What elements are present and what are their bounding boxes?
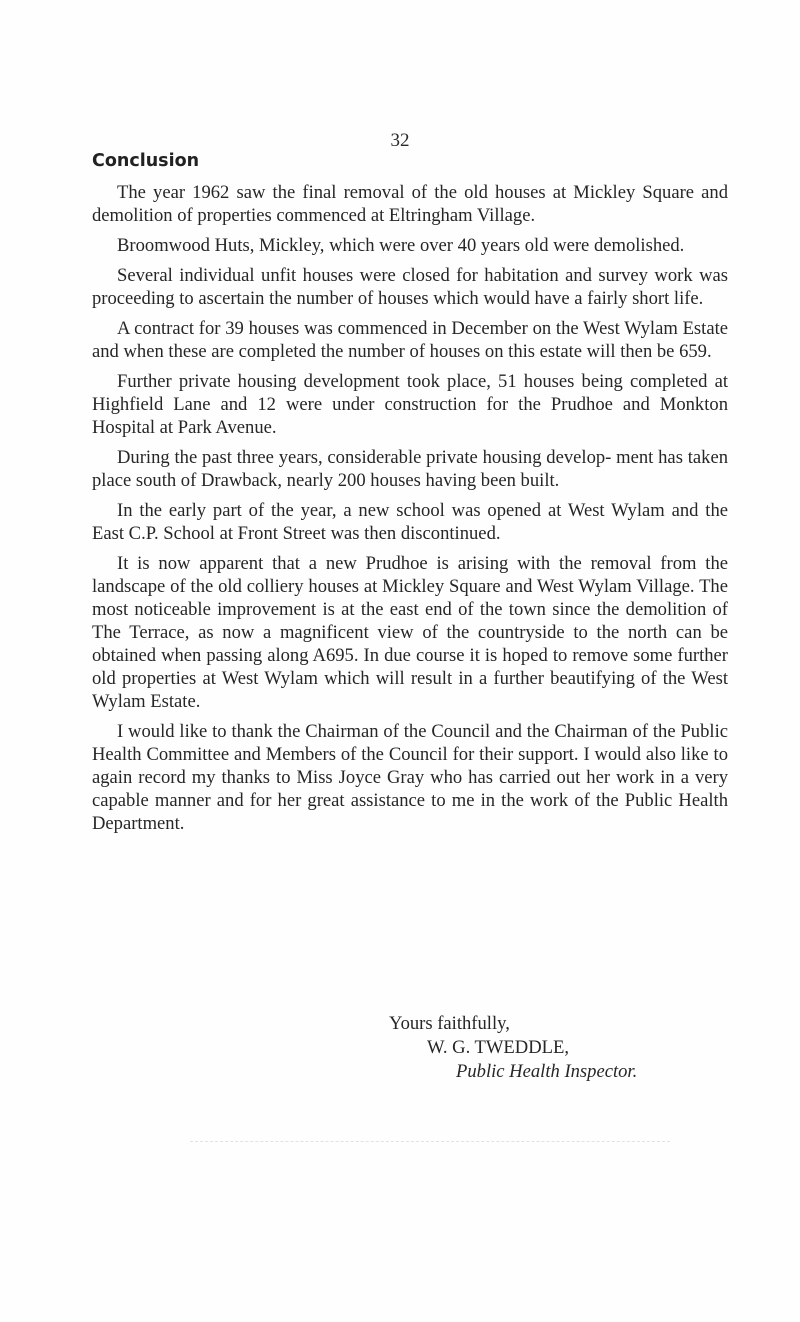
paragraph: Several individual unfit houses were closed for habitation and survey work was proceeding to ascertain the number of houses which would have a fairly short life. <box>92 265 728 309</box>
page-number: 32 <box>390 130 410 151</box>
paragraph: Broomwood Huts, Mickley, which were over 40 years old were demolished. <box>117 235 685 256</box>
signature-closing: Yours faithfully, <box>389 1013 510 1034</box>
page-divider <box>190 1141 670 1142</box>
paragraph: I would like to thank the Chairman of the Council and the Chairman of the Public Health Committee and Members of the Council for their support. I would also like to again record my thanks to Miss Joyce Gray who has carried out her work in a very capable manner and for her great assistance to me in the work of the Public Health Department. <box>92 721 728 834</box>
paragraph: It is now apparent that a new Prudhoe is arising with the removal from the landscape of the old colliery houses at Mickley Square and West Wylam Village. The most noticeable improvement is at the east end of the town since the demolition of The Terrace, as now a magnificent view of the countryside to the north can be obtained when passing along A695. In due course it is hoped to remove some further old properties at West Wylam which will result in a further beautifying of the West Wylam Estate. <box>92 553 728 712</box>
paragraph: In the early part of the year, a new school was opened at West Wylam and the East C.P. School at Front Street was then discontinued. <box>92 500 728 544</box>
signature-title: Public Health Inspector. <box>456 1061 638 1082</box>
body-text <box>92 181 728 842</box>
paragraph: Further private housing development took place, 51 houses being completed at Highfield Lane and 12 were under construction for the Prudhoe and Monkton Hospital at Park Avenue. <box>92 371 728 438</box>
signature-name: W. G. TWEDDLE, <box>427 1037 570 1058</box>
paragraph: A contract for 39 houses was commenced in December on the West Wylam Estate and when these are completed the number of houses on this estate will then be 659. <box>92 318 728 362</box>
paragraph: The year 1962 saw the final removal of the old houses at Mickley Square and demolition of properties commenced at Eltringham Village. <box>92 182 728 226</box>
section-heading: Conclusion <box>92 151 200 171</box>
paragraph: During the past three years, considerable private housing develop- ment has taken place south of Drawback, nearly 200 houses having been built. <box>92 447 728 491</box>
